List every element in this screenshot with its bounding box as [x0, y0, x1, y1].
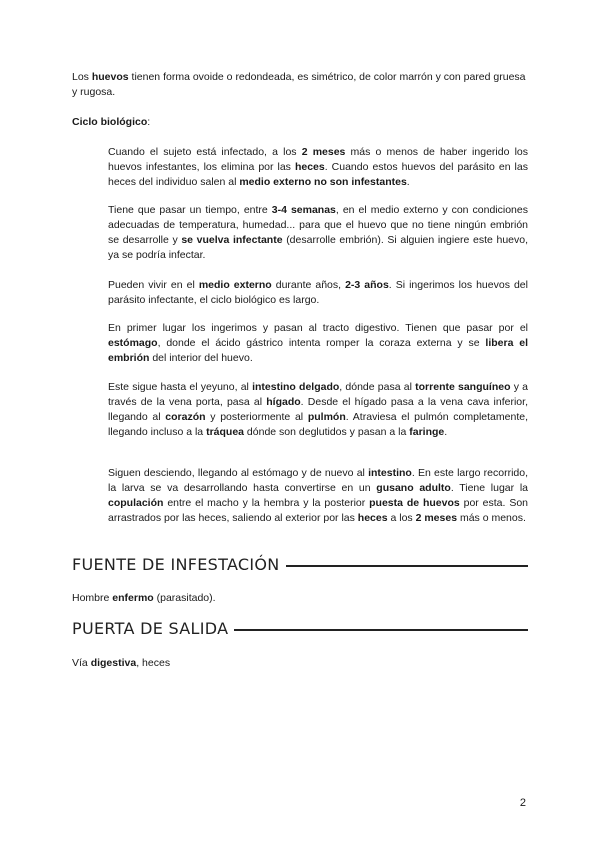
- text: entre el macho y la hembra y la posterior: [163, 497, 370, 509]
- heading-rule: [234, 629, 528, 631]
- text: Este sigue hasta el yeyuno, al: [108, 381, 253, 393]
- text: Hombre: [72, 592, 113, 604]
- paragraph-6: [108, 466, 528, 526]
- paragraph-3: [108, 278, 528, 308]
- bold-text: heces: [357, 512, 388, 524]
- text: durante años,: [271, 279, 346, 291]
- text: del interior del huevo.: [149, 352, 253, 364]
- text: .: [406, 176, 410, 188]
- paragraph-4: [108, 321, 528, 366]
- page-number: 2: [519, 797, 526, 809]
- puerta-heading-label: PUERTA DE SALIDA: [72, 619, 229, 638]
- heading-rule: [286, 565, 528, 567]
- text: Los: [72, 71, 92, 83]
- bold-text: estómago: [108, 337, 158, 349]
- text: (parasitado).: [153, 592, 216, 604]
- fuente-text: [72, 591, 528, 606]
- text: Siguen desciendo, llegando al estómago y de nuevo al: [108, 467, 369, 479]
- text: y posteriormente al: [205, 411, 308, 423]
- text: . Desde el hígado pasa a la vena cava inferior, llegando al: [108, 396, 528, 423]
- fuente-heading: [72, 555, 528, 575]
- text: más o menos.: [457, 512, 526, 524]
- text: dónde son deglutidos y pasan a la: [244, 426, 410, 438]
- puerta-heading: [72, 619, 528, 639]
- bold-text: puesta de huevos: [369, 497, 460, 509]
- text: . Tiene lugar la: [450, 482, 528, 494]
- text: .: [444, 426, 448, 438]
- text: (desarrolle embrión). Si alguien ingiere este huevo, ya se podría infectar.: [108, 234, 529, 261]
- text: , heces: [136, 657, 171, 669]
- bold-text: copulación: [108, 497, 164, 509]
- bold-text: libera el embrión: [108, 337, 528, 364]
- intro-paragraph: [72, 70, 530, 100]
- bold-text: pulmón: [307, 411, 346, 423]
- bold-text: intestino: [368, 467, 412, 479]
- bold-text: 2-3 años: [345, 279, 389, 291]
- bold-text: hígado: [266, 396, 301, 408]
- bold-text: medio externo: [198, 279, 272, 291]
- text: . Atraviesa el pulmón completamente, llegando incluso a la: [108, 411, 528, 438]
- bold-text: huevos: [91, 71, 129, 83]
- bold-text: 3-4 semanas: [271, 204, 336, 216]
- bold-text: intestino delgado: [252, 381, 340, 393]
- bold-text: torrente sanguíneo: [415, 381, 511, 393]
- text: más o menos de haber ingerido los huevos infestantes, los elimina por las: [108, 146, 528, 173]
- text: y a través de la vena porta, pasa al: [108, 381, 528, 408]
- paragraph-1: [108, 145, 528, 190]
- bold-text: enfermo: [112, 592, 154, 604]
- puerta-text: [72, 656, 528, 671]
- bold-text: digestiva: [90, 657, 137, 669]
- text: . Si ingerimos los huevos del parásito infectante, el ciclo biológico es largo.: [108, 279, 528, 306]
- bold-text: corazón: [165, 411, 206, 423]
- bold-text: 2 meses: [415, 512, 458, 524]
- text: Vía: [72, 657, 91, 669]
- text: , en el medio externo y con condiciones adecuadas de temperatura, humedad... para que el huevo que no tiene ningún embrión se desarrolle y: [108, 204, 528, 246]
- text: Pueden vivir en el: [108, 279, 199, 291]
- fuente-heading-label: FUENTE DE INFESTACIÓN: [72, 555, 280, 574]
- paragraph-5: [108, 380, 528, 440]
- text: , dónde pasa al: [339, 381, 416, 393]
- bold-text: faringe: [409, 426, 445, 438]
- bold-text: heces: [294, 161, 325, 173]
- bold-text: se vuelva infectante: [181, 234, 283, 246]
- paragraph-2: [108, 203, 528, 263]
- text: por esta. Son arrastrados por las heces, saliendo al exterior por las: [108, 497, 529, 524]
- bold-text: 2 meses: [301, 146, 346, 158]
- bold-text: medio externo no son infestantes: [239, 176, 407, 188]
- text: . Cuando estos huevos del parásito en las heces del individuo salen al: [108, 161, 528, 188]
- text: . En este largo recorrido, la larva se va desarrollando hasta convertirse en un: [108, 467, 528, 494]
- text: Cuando el sujeto está infectado, a los: [108, 146, 302, 158]
- bold-text: gusano adulto: [376, 482, 451, 494]
- text: tienen forma ovoide o redondeada, es simétrico, de color marrón y con pared gruesa y rugosa.: [72, 71, 526, 98]
- text: Tiene que pasar un tiempo, entre: [108, 204, 272, 216]
- ciclo-heading-label: Ciclo biológico: [72, 116, 148, 128]
- text: , donde el ácido gástrico intenta romper la coraza externa y se: [157, 337, 486, 349]
- text: En primer lugar los ingerimos y pasan al tracto digestivo. Tienen que pasar por el: [108, 322, 528, 334]
- text: a los: [387, 512, 416, 524]
- colon: :: [147, 116, 151, 128]
- ciclo-heading: [72, 115, 530, 130]
- bold-text: tráquea: [206, 426, 245, 438]
